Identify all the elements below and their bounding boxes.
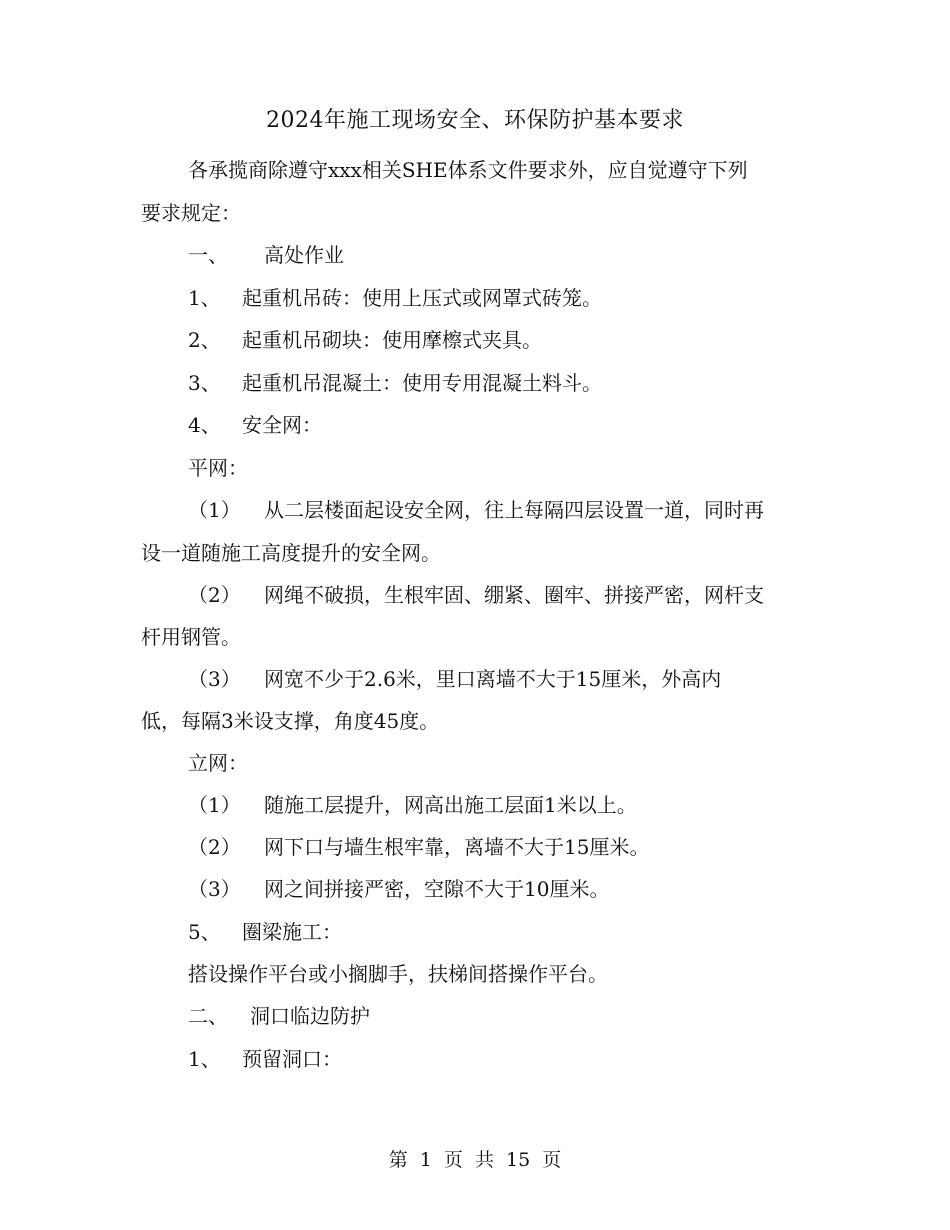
flat-net-label: 平网： [188,456,248,480]
item-text: 起重机吊混凝土：使用专用混凝土料斗。 [242,371,602,395]
footer-page-word: 页 [443,1149,463,1171]
list-item [188,874,609,904]
item-text: 随施工层提升，网高出施工层面1米以上。 [264,793,637,817]
item-text-continuation: 杆用钢管。 [141,625,241,649]
item-text: 从二层楼面起设安全网，往上每隔四层设置一道，同时再 [264,498,764,522]
page-footer [0,1146,950,1174]
item-text: 安全网： [242,413,322,437]
item-number: 4、 [188,413,221,437]
vertical-net-label: 立网： [188,751,248,775]
item-number: （2） [188,583,241,607]
item-text-continuation: 低，每隔3米设支撑，角度45度。 [141,709,440,733]
list-item [188,283,602,313]
list-item [188,790,637,820]
footer-suffix: 页 [542,1149,562,1171]
item-text: 起重机吊砖：使用上压式或网罩式砖笼。 [242,286,602,310]
list-item [188,917,342,947]
current-page-number: 1 [419,1149,432,1171]
item-text: 网宽不少于2.6米，里口离墙不大于15厘米，外高内 [264,667,722,691]
item-number: 3、 [188,371,221,395]
item-text-continuation: 设一道随施工高度提升的安全网。 [141,541,441,565]
item-number: 2、 [188,328,221,352]
list-item [188,325,542,355]
document-title: 2024年施工现场安全、环保防护基本要求 [266,108,684,133]
list-item [188,832,649,862]
section-1-number: 一、 [188,243,228,267]
item-text: 预留洞口： [242,1047,342,1071]
item-number: （1） [188,498,241,522]
footer-prefix: 第 [388,1149,408,1171]
item-number: 5、 [188,920,221,944]
item-text: 网绳不破损，生根牢固、绷紧、圈牢、拼接严密，网杆支 [264,583,764,607]
item-text: 起重机吊砌块：使用摩檫式夹具。 [242,328,542,352]
footer-total-label: 共 [474,1149,494,1171]
section-1-heading [188,240,344,270]
item-text: 网之间拼接严密，空隙不大于10厘米。 [264,877,610,901]
list-item [188,368,602,398]
item-number: （3） [188,667,241,691]
list-item [188,495,764,525]
section-2-title: 洞口临边防护 [250,1004,370,1028]
item-number: （3） [188,877,241,901]
total-page-count: 15 [506,1149,531,1171]
item-number: 1、 [188,1047,221,1071]
item-text: 网下口与墙生根牢靠，离墙不大于15厘米。 [264,835,650,859]
intro-line-1: 各承揽商除遵守xxx相关SHE体系文件要求外，应自觉遵守下列 [188,158,748,182]
item-number: （2） [188,835,241,859]
item-number: 1、 [188,286,221,310]
section-2-heading [188,1001,370,1031]
section-2-number: 二、 [188,1004,228,1028]
intro-line-2: 要求规定： [141,201,241,225]
section-1-title: 高处作业 [264,243,344,267]
list-item [188,580,764,610]
list-item [188,410,322,440]
list-item [188,1044,342,1074]
item-text: 圈梁施工： [242,920,342,944]
item-5-detail: 搭设操作平台或小搁脚手，扶梯间搭操作平台。 [188,962,608,986]
list-item [188,664,721,694]
item-number: （1） [188,793,241,817]
